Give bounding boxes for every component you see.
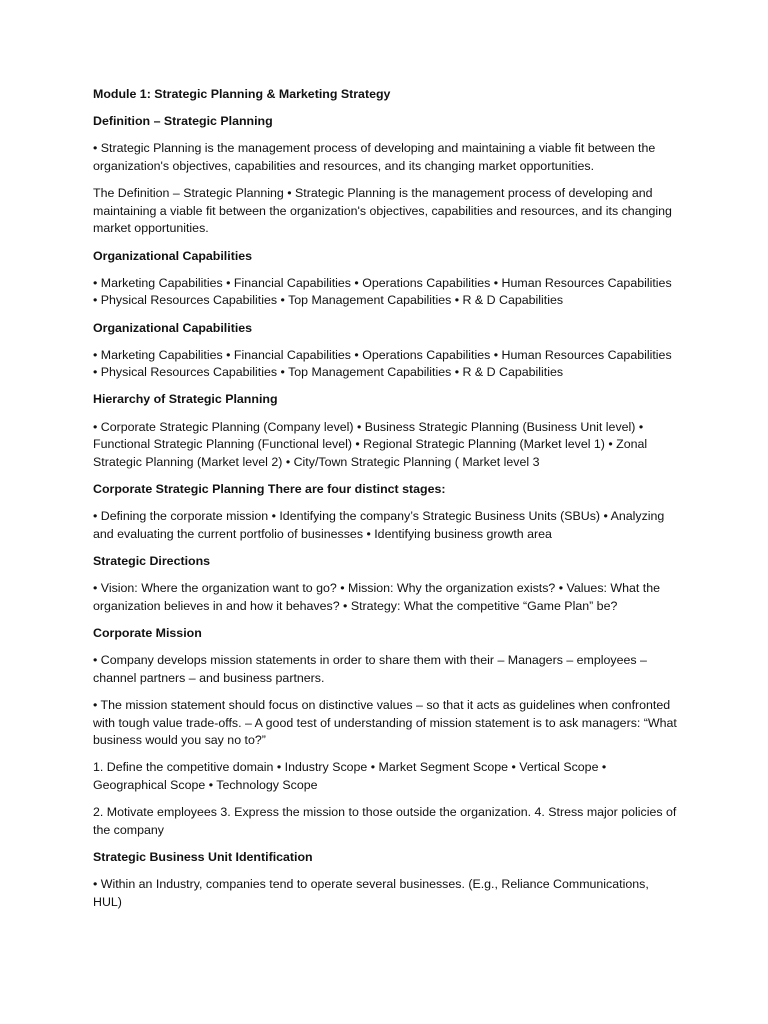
heading-definition: Definition – Strategic Planning — [93, 114, 273, 129]
document-title: Module 1: Strategic Planning & Marketing Strategy — [93, 87, 391, 101]
paragraph: • The mission statement should focus on distinctive values – so that it acts as guidelines when confronted with tough value trade-offs. – A good test of understanding of mission statement is to ask managers: “What business would you say no to?” — [93, 697, 677, 748]
heading-strategic-directions: Strategic Directions — [93, 554, 211, 568]
paragraph: • Defining the corporate mission • Identifying the company’s Strategic Business Units (SBUs) • Analyzing and evaluating the current portfolio of businesses • Identifying business growth area — [93, 509, 665, 541]
paragraph: • Within an Industry, companies tend to operate several businesses. (E.g., Reliance Communications, HUL) — [93, 877, 649, 909]
paragraph: • Marketing Capabilities • Financial Capabilities • Operations Capabilities • Human Resources Capabilities • Physical Resources Capabilities • Top Management Capabilities • R & D Capabilities — [93, 347, 672, 380]
heading-corporate-mission: Corporate Mission — [93, 625, 202, 640]
heading-org-capabilities: Organizational Capabilities — [93, 248, 253, 263]
paragraph: • Company develops mission statements in order to share them with their – Managers – employees – channel partners – and business partners. — [93, 653, 647, 685]
paragraph: • Corporate Strategic Planning (Company level) • Business Strategic Planning (Business Unit level) • Functional Strategic Planning (Functional level) • Regional Strategic Planning (Market level 1) • Zonal Strategic Planning (Market level 2) • City/Town Strategic Planning ( Market level 3 — [93, 419, 648, 469]
paragraph: • Marketing Capabilities • Financial Capabilities • Operations Capabilities • Human Resources Capabilities • Physical Resources Capabilities • Top Management Capabilities • R & D Capabilities — [93, 275, 672, 308]
heading-sbu-identification: Strategic Business Unit Identification — [93, 849, 313, 864]
paragraph: 2. Motivate employees 3. Express the mission to those outside the organization. 4. Stress major policies of the company — [93, 805, 677, 837]
paragraph: • Strategic Planning is the management process of developing and maintaining a viable fit between the organization's objectives, capabilities and resources, and its changing market opportunities. — [93, 141, 656, 173]
heading-hierarchy: Hierarchy of Strategic Planning — [93, 392, 278, 407]
paragraph: • Vision: Where the organization want to go? • Mission: Why the organization exists? • Values: What the organization believes in and how it behaves? • Strategy: What the competitive “Game Plan” be? — [93, 581, 660, 613]
heading-org-capabilities: Organizational Capabilities — [93, 320, 253, 335]
paragraph: The Definition – Strategic Planning • Strategic Planning is the management process of developing and maintaining a viable fit between the organization's objectives, capabilities and resources, and its changing market opportunities. — [93, 186, 672, 236]
heading-corporate-planning: Corporate Strategic Planning There are four distinct stages: — [93, 482, 446, 497]
paragraph: 1. Define the competitive domain • Industry Scope • Market Segment Scope • Vertical Scope • Geographical Scope • Technology Scope — [93, 760, 607, 792]
